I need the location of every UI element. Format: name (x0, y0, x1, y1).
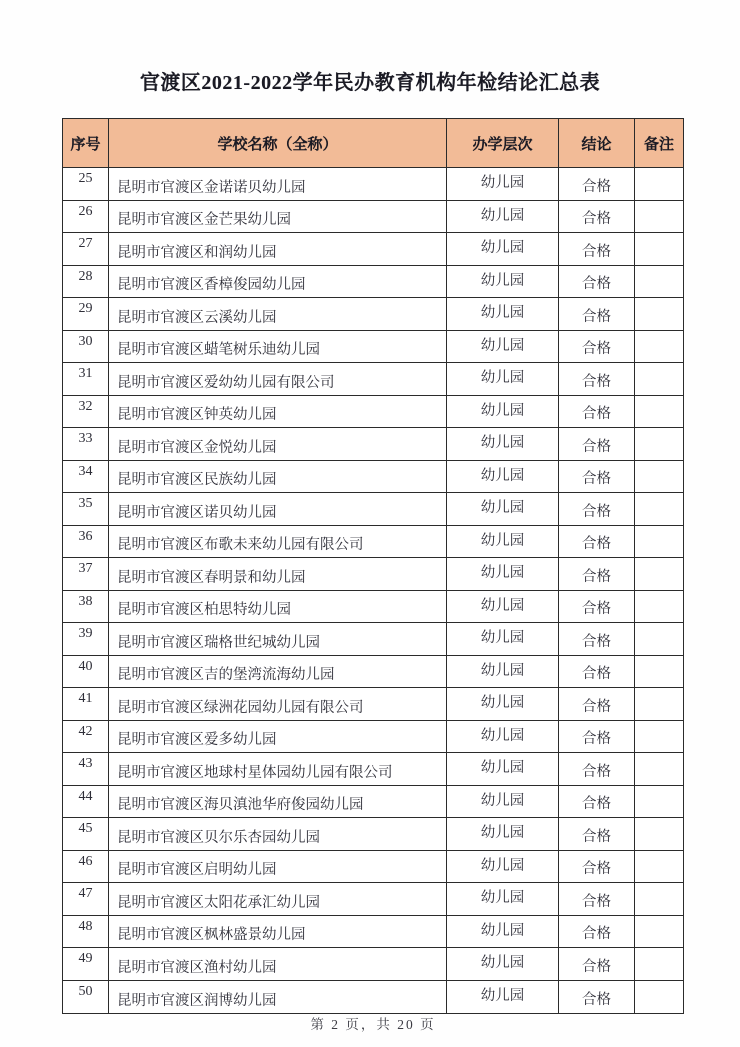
cell-remark (635, 266, 683, 298)
cell-school-name: 昆明市官渡区蜡笔树乐迪幼儿园 (109, 331, 447, 363)
cell-remark (635, 396, 683, 428)
table-row (63, 786, 683, 819)
table-row (63, 591, 683, 624)
cell-education-level: 幼儿园 (447, 656, 559, 688)
cell-remark (635, 331, 683, 363)
cell-remark (635, 298, 683, 330)
cell-education-level: 幼儿园 (447, 363, 559, 395)
table-row (63, 623, 683, 656)
cell-remark (635, 981, 683, 1014)
cell-conclusion: 合格 (559, 168, 635, 200)
cell-education-level: 幼儿园 (447, 461, 559, 493)
cell-school-name: 昆明市官渡区绿洲花园幼儿园有限公司 (109, 688, 447, 720)
cell-serial-number: 38 (63, 591, 109, 623)
cell-school-name: 昆明市官渡区香樟俊园幼儿园 (109, 266, 447, 298)
cell-education-level: 幼儿园 (447, 526, 559, 558)
cell-school-name: 昆明市官渡区爱多幼儿园 (109, 721, 447, 753)
cell-school-name: 昆明市官渡区金诺诺贝幼儿园 (109, 168, 447, 200)
cell-serial-number: 40 (63, 656, 109, 688)
cell-education-level: 幼儿园 (447, 883, 559, 915)
cell-conclusion: 合格 (559, 981, 635, 1014)
cell-education-level: 幼儿园 (447, 168, 559, 200)
column-header-2: 办学层次 (447, 119, 559, 167)
cell-remark (635, 721, 683, 753)
cell-serial-number: 44 (63, 786, 109, 818)
cell-school-name: 昆明市官渡区柏思特幼儿园 (109, 591, 447, 623)
cell-conclusion: 合格 (559, 591, 635, 623)
cell-conclusion: 合格 (559, 233, 635, 265)
cell-education-level: 幼儿园 (447, 266, 559, 298)
cell-education-level: 幼儿园 (447, 721, 559, 753)
cell-school-name: 昆明市官渡区布歌未来幼儿园有限公司 (109, 526, 447, 558)
table-row (63, 818, 683, 851)
cell-remark (635, 233, 683, 265)
cell-conclusion: 合格 (559, 428, 635, 460)
cell-remark (635, 656, 683, 688)
cell-school-name: 昆明市官渡区枫林盛景幼儿园 (109, 916, 447, 948)
table-row (63, 396, 683, 429)
cell-school-name: 昆明市官渡区和润幼儿园 (109, 233, 447, 265)
cell-conclusion: 合格 (559, 721, 635, 753)
cell-conclusion: 合格 (559, 266, 635, 298)
table-row (63, 688, 683, 721)
cell-education-level: 幼儿园 (447, 558, 559, 590)
cell-serial-number: 34 (63, 461, 109, 493)
cell-school-name: 昆明市官渡区钟英幼儿园 (109, 396, 447, 428)
cell-school-name: 昆明市官渡区瑞格世纪城幼儿园 (109, 623, 447, 655)
cell-remark (635, 948, 683, 980)
cell-serial-number: 30 (63, 331, 109, 363)
cell-school-name: 昆明市官渡区贝尔乐杏园幼儿园 (109, 818, 447, 850)
cell-remark (635, 786, 683, 818)
cell-conclusion: 合格 (559, 916, 635, 948)
table-row (63, 851, 683, 884)
cell-serial-number: 36 (63, 526, 109, 558)
table-row (63, 526, 683, 559)
cell-education-level: 幼儿园 (447, 493, 559, 525)
cell-education-level: 幼儿园 (447, 851, 559, 883)
cell-remark (635, 428, 683, 460)
table-row (63, 916, 683, 949)
cell-remark (635, 591, 683, 623)
cell-school-name: 昆明市官渡区爱幼幼儿园有限公司 (109, 363, 447, 395)
cell-school-name: 昆明市官渡区诺贝幼儿园 (109, 493, 447, 525)
cell-education-level: 幼儿园 (447, 818, 559, 850)
table-row (63, 948, 683, 981)
cell-conclusion: 合格 (559, 298, 635, 330)
cell-school-name: 昆明市官渡区地球村星体园幼儿园有限公司 (109, 753, 447, 785)
table-row (63, 883, 683, 916)
cell-conclusion: 合格 (559, 396, 635, 428)
cell-remark (635, 168, 683, 200)
cell-school-name: 昆明市官渡区民族幼儿园 (109, 461, 447, 493)
cell-serial-number: 48 (63, 916, 109, 948)
cell-remark (635, 916, 683, 948)
cell-serial-number: 41 (63, 688, 109, 720)
cell-conclusion: 合格 (559, 851, 635, 883)
cell-conclusion: 合格 (559, 623, 635, 655)
cell-education-level: 幼儿园 (447, 298, 559, 330)
cell-remark (635, 623, 683, 655)
cell-conclusion: 合格 (559, 688, 635, 720)
cell-remark (635, 818, 683, 850)
cell-school-name: 昆明市官渡区渔村幼儿园 (109, 948, 447, 980)
cell-school-name: 昆明市官渡区吉的堡湾流海幼儿园 (109, 656, 447, 688)
cell-serial-number: 27 (63, 233, 109, 265)
cell-education-level: 幼儿园 (447, 428, 559, 460)
table-row (63, 233, 683, 266)
table-row (63, 201, 683, 234)
table-row (63, 558, 683, 591)
cell-conclusion: 合格 (559, 363, 635, 395)
cell-remark (635, 461, 683, 493)
cell-serial-number: 49 (63, 948, 109, 980)
table-row (63, 168, 683, 201)
cell-conclusion: 合格 (559, 656, 635, 688)
cell-conclusion: 合格 (559, 331, 635, 363)
cell-serial-number: 26 (63, 201, 109, 233)
cell-conclusion: 合格 (559, 753, 635, 785)
cell-conclusion: 合格 (559, 461, 635, 493)
table-row (63, 266, 683, 299)
cell-remark (635, 688, 683, 720)
cell-serial-number: 43 (63, 753, 109, 785)
table-row (63, 298, 683, 331)
cell-remark (635, 493, 683, 525)
cell-serial-number: 45 (63, 818, 109, 850)
annual-inspection-table (62, 118, 684, 1014)
column-header-3: 结论 (559, 119, 635, 167)
cell-conclusion: 合格 (559, 493, 635, 525)
cell-serial-number: 37 (63, 558, 109, 590)
cell-serial-number: 47 (63, 883, 109, 915)
table-row (63, 331, 683, 364)
cell-serial-number: 46 (63, 851, 109, 883)
cell-education-level: 幼儿园 (447, 591, 559, 623)
cell-serial-number: 31 (63, 363, 109, 395)
cell-education-level: 幼儿园 (447, 753, 559, 785)
cell-conclusion: 合格 (559, 558, 635, 590)
cell-school-name: 昆明市官渡区金芒果幼儿园 (109, 201, 447, 233)
cell-education-level: 幼儿园 (447, 948, 559, 980)
cell-school-name: 昆明市官渡区云溪幼儿园 (109, 298, 447, 330)
table-body (63, 168, 683, 1013)
cell-conclusion: 合格 (559, 818, 635, 850)
cell-remark (635, 558, 683, 590)
cell-conclusion: 合格 (559, 786, 635, 818)
cell-education-level: 幼儿园 (447, 786, 559, 818)
cell-education-level: 幼儿园 (447, 623, 559, 655)
cell-education-level: 幼儿园 (447, 233, 559, 265)
cell-school-name: 昆明市官渡区海贝滇池华府俊园幼儿园 (109, 786, 447, 818)
column-header-4: 备注 (643, 136, 674, 153)
cell-school-name: 昆明市官渡区金悦幼儿园 (109, 428, 447, 460)
cell-education-level: 幼儿园 (447, 331, 559, 363)
cell-conclusion: 合格 (559, 883, 635, 915)
table-row (63, 363, 683, 396)
table-row (63, 428, 683, 461)
cell-remark (635, 363, 683, 395)
table-row (63, 493, 683, 526)
cell-education-level: 幼儿园 (447, 201, 559, 233)
table-row (63, 981, 683, 1014)
table-row (63, 721, 683, 754)
table-row (63, 753, 683, 786)
cell-serial-number: 33 (63, 428, 109, 460)
cell-serial-number: 29 (63, 298, 109, 330)
cell-education-level: 幼儿园 (447, 396, 559, 428)
cell-serial-number: 35 (63, 493, 109, 525)
table-header-row (63, 119, 683, 168)
cell-conclusion: 合格 (559, 201, 635, 233)
table-row (63, 656, 683, 689)
cell-remark (635, 883, 683, 915)
cell-remark (635, 526, 683, 558)
cell-education-level: 幼儿园 (447, 688, 559, 720)
cell-education-level: 幼儿园 (447, 916, 559, 948)
page-title: 官渡区2021-2022学年民办教育机构年检结论汇总表 (139, 72, 601, 94)
cell-conclusion: 合格 (559, 526, 635, 558)
cell-school-name: 昆明市官渡区太阳花承汇幼儿园 (109, 883, 447, 915)
cell-serial-number: 32 (63, 396, 109, 428)
cell-serial-number: 39 (63, 623, 109, 655)
cell-school-name: 昆明市官渡区启明幼儿园 (109, 851, 447, 883)
column-header-0: 序号 (63, 119, 109, 167)
cell-serial-number: 25 (63, 168, 109, 200)
cell-conclusion: 合格 (559, 948, 635, 980)
column-header-1: 学校名称（全称） (109, 119, 447, 167)
table-row (63, 461, 683, 494)
cell-serial-number: 50 (63, 981, 109, 1014)
cell-school-name: 昆明市官渡区润博幼儿园 (109, 981, 447, 1014)
cell-education-level: 幼儿园 (447, 981, 559, 1014)
cell-remark (635, 201, 683, 233)
cell-remark (635, 753, 683, 785)
cell-serial-number: 28 (63, 266, 109, 298)
cell-remark (635, 851, 683, 883)
page-number: 第 2 页，共 20 页 (310, 1017, 436, 1032)
cell-serial-number: 42 (63, 721, 109, 753)
cell-school-name: 昆明市官渡区春明景和幼儿园 (109, 558, 447, 590)
